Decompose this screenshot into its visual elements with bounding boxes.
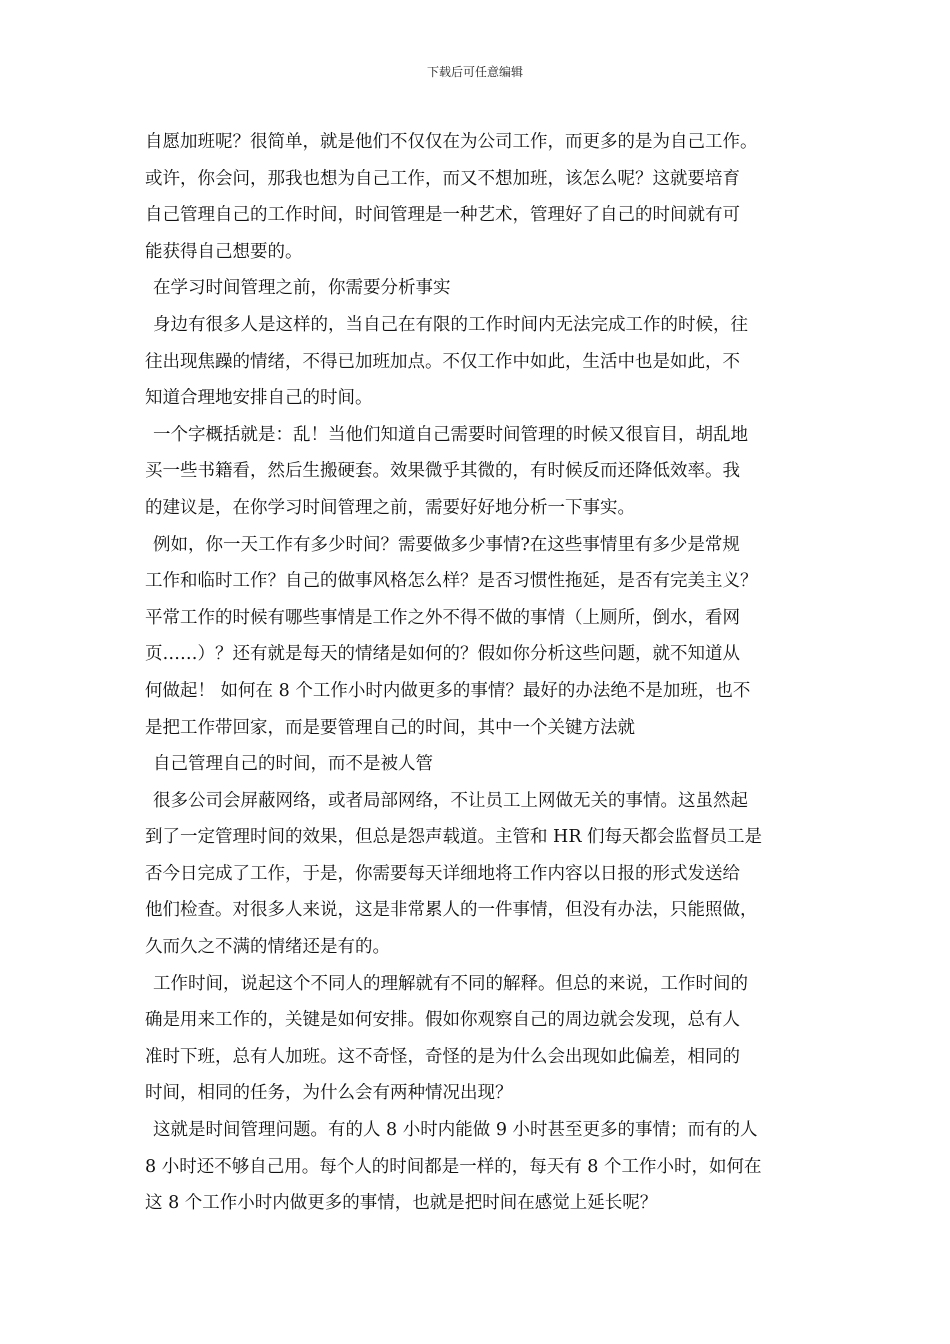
text-line: 的建议是，在你学习时间管理之前，需要好好地分析一下事实。 xyxy=(145,497,635,518)
text-line: 准时下班，总有人加班。这不奇怪，奇怪的是为什么会出现如此偏差，相同的 xyxy=(145,1046,740,1067)
text-line: 身边有很多人是这样的，当自己在有限的工作时间内无法完成工作的时候，往 xyxy=(153,314,748,335)
document-body xyxy=(145,124,817,1222)
text-line: 是把工作带回家，而是要管理自己的时间，其中一个关键方法就 xyxy=(145,717,635,738)
text-line: 知道合理地安排自己的时间。 xyxy=(145,388,373,409)
text-line: 工作时间，说起这个不同人的理解就有不同的解释。但总的来说，工作时间的 xyxy=(153,973,748,994)
text-line: 往出现焦躁的情绪，不得已加班加点。不仅工作中如此，生活中也是如此，不 xyxy=(145,351,740,372)
text-line: 这就是时间管理问题。有的人 8 小时内能做 9 小时甚至更多的事情；而有的人 xyxy=(153,1120,758,1141)
text-line: 久而久之不满的情绪还是有的。 xyxy=(145,937,390,958)
text-line: 平常工作的时候有哪些事情是工作之外不得不做的事情（上厕所，倒水，看网 xyxy=(145,607,740,628)
text-line: 8 小时还不够自己用。每个人的时间都是一样的，每天有 8 个工作小时，如何在 xyxy=(145,1156,762,1177)
text-line: 在学习时间管理之前，你需要分析事实 xyxy=(153,278,451,299)
text-line: 他们检查。对很多人来说，这是非常累人的一件事情，但没有办法，只能照做， xyxy=(145,900,758,921)
text-line: 时间，相同的任务，为什么会有两种情况出现？ xyxy=(145,1083,513,1104)
text-line: 工作和临时工作？自己的做事风格怎么样？是否习惯性拖延，是否有完美主义？ xyxy=(145,571,758,592)
text-line: 很多公司会屏蔽网络，或者局部网络，不让员工上网做无关的事情。这虽然起 xyxy=(153,790,748,811)
text-line: 确是用来工作的，关键是如何安排。假如你观察自己的周边就会发现，总有人 xyxy=(145,1010,740,1031)
page-header: 下载后可任意编辑 xyxy=(426,65,523,79)
text-line: 自己管理自己的工作时间，时间管理是一种艺术，管理好了自己的时间就有可 xyxy=(145,205,740,226)
text-line: 一个字概括就是：乱！当他们知道自己需要时间管理的时候又很盲目，胡乱地 xyxy=(153,424,748,445)
text-line: 自己管理自己的时间，而不是被人管 xyxy=(153,754,433,775)
text-line: 买一些书籍看，然后生搬硬套。效果微乎其微的，有时候反而还降低效率。我 xyxy=(145,461,740,482)
text-line: 例如，你一天工作有多少时间？需要做多少事情?在这些事情里有多少是常规 xyxy=(153,534,740,555)
text-line: 否今日完成了工作，于是，你需要每天详细地将工作内容以日报的形式发送给 xyxy=(145,863,740,884)
text-line: 到了一定管理时间的效果，但总是怨声载道。主管和 HR 们每天都会监督员工是 xyxy=(145,827,763,848)
text-line: 或许，你会问，那我也想为自己工作，而又不想加班，该怎么呢？这就要培育 xyxy=(145,168,740,189)
text-line: 能获得自己想要的。 xyxy=(145,241,303,262)
text-line: 这 8 个工作小时内做更多的事情，也就是把时间在感觉上延长呢？ xyxy=(145,1193,658,1214)
text-line: 自愿加班呢？很简单，就是他们不仅仅在为公司工作，而更多的是为自己工作。 xyxy=(145,132,758,152)
text-line: 页……）？还有就是每天的情绪是如何的？假如你分析这些问题，就不知道从 xyxy=(145,644,740,665)
text-line: 何做起！ 如何在 8 个工作小时内做更多的事情？最好的办法绝不是加班，也不 xyxy=(145,680,751,701)
